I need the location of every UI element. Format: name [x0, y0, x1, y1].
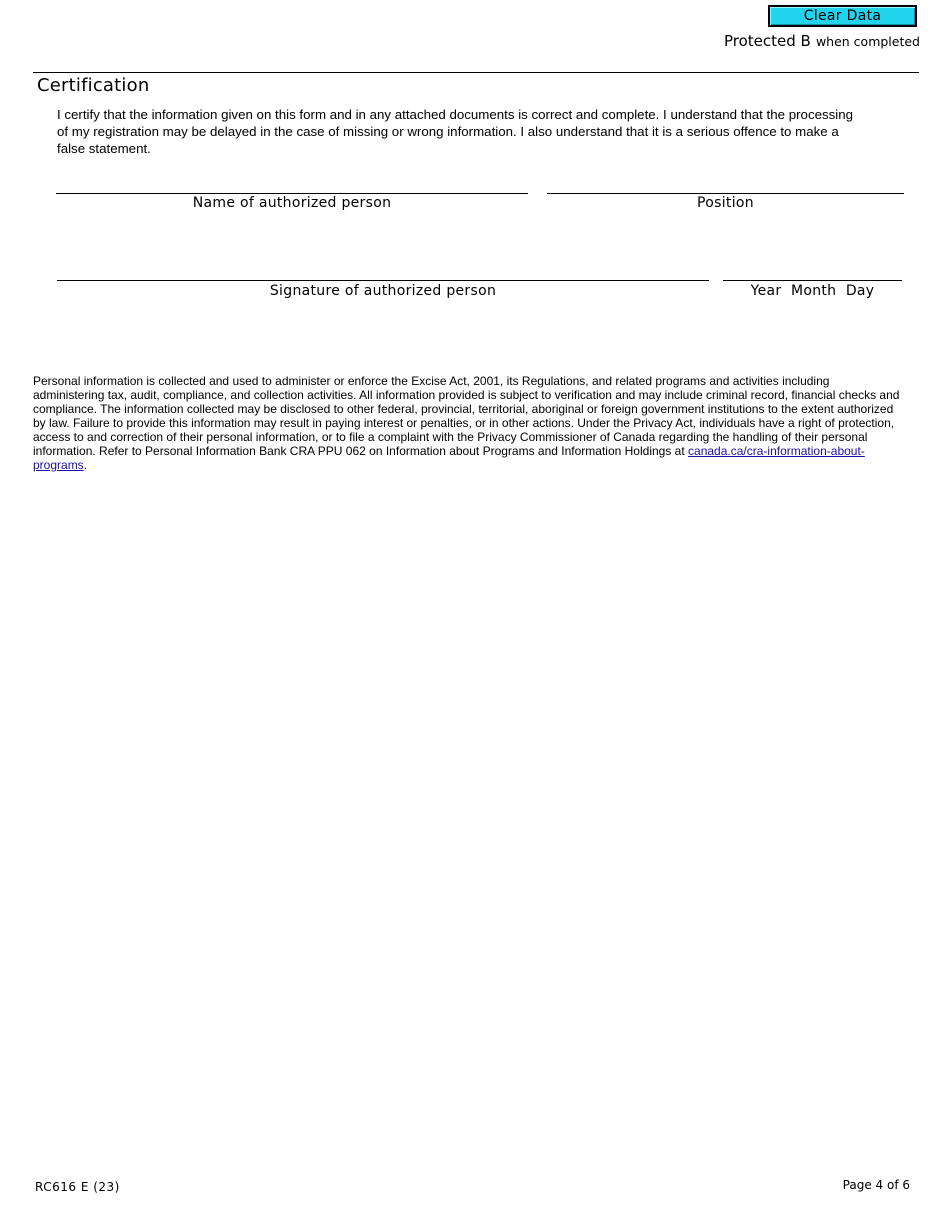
name-field-label: Name of authorized person — [192, 195, 392, 211]
section-divider — [33, 72, 919, 73]
section-title: Certification — [37, 75, 150, 96]
date-field-line[interactable] — [723, 280, 902, 281]
page-number: Page 4 of 6 — [842, 1178, 910, 1192]
privacy-notice — [33, 374, 903, 472]
clear-data-button[interactable]: Clear Data — [768, 5, 917, 27]
form-identifier: RC616 E (23) — [35, 1180, 120, 1194]
protected-b-notice — [724, 31, 920, 50]
position-field-label: Position — [697, 195, 754, 211]
privacy-text: Personal information is collected and used to administer or enforce the Excise Act, 2001, its Regulations, and related programs and activities including administering tax, audit, compliance, and collection activities. All information provided is subject to verification and may include criminal record, financial checks and compliance. The information collected may be disclosed to other federal, provincial, territorial, aboriginal or foreign government institutions to the extent authorized by law. Failure to provide this information may result in paying interest or penalties, or in other actions. Under the Privacy Act, individuals have a right of protection, access to and correction of their personal information, or to file a complaint with the Privacy Commissioner of Canada regarding the handling of their personal information. Refer to Personal Information Bank CRA PPU 062 on Information about Programs and Information Holdings at — [33, 374, 900, 458]
protected-label: Protected B — [724, 32, 811, 50]
protected-suffix: when completed — [815, 34, 920, 49]
certification-statement: I certify that the information given on this form and in any attached documents is correct and complete. I understand that the processing of my registration may be delayed in the case of missing or wrong information. I also understand that it is a serious offence to make a false statement. — [57, 107, 854, 156]
name-field-line[interactable] — [56, 193, 528, 194]
signature-field-line[interactable] — [57, 280, 709, 281]
signature-field-label: Signature of authorized person — [269, 283, 497, 299]
date-field-label: Year Month Day — [750, 283, 875, 299]
privacy-programs-link[interactable]: canada.ca/cra-information-about-programs — [33, 444, 865, 472]
position-field-line[interactable] — [547, 193, 904, 194]
privacy-trailing-period: . — [83, 458, 88, 472]
